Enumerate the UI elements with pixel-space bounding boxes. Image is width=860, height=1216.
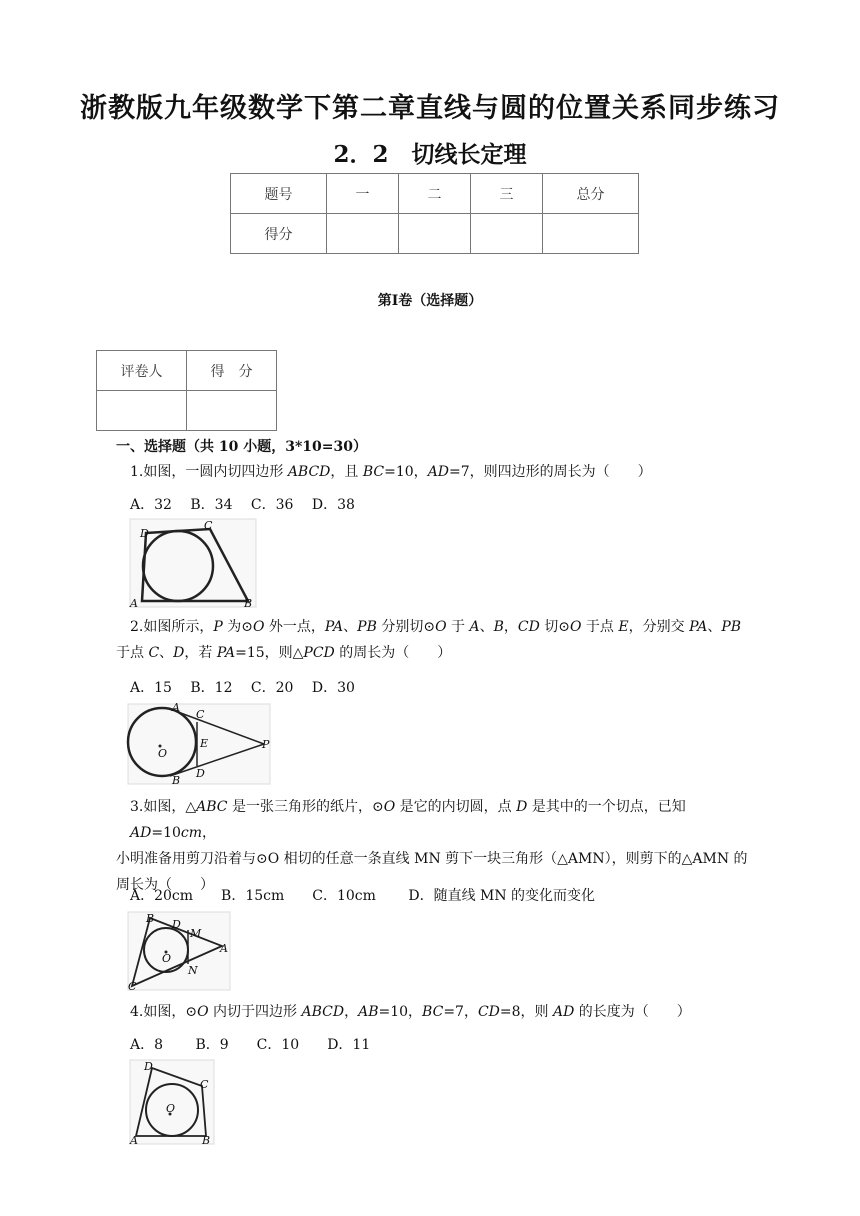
- score-header-cell: 二: [399, 174, 471, 214]
- figure-label: C: [196, 708, 205, 721]
- figure-label: A: [220, 942, 228, 955]
- grader-input-cell[interactable]: [97, 391, 187, 431]
- score-table: [230, 173, 639, 254]
- question-3-options: A．20cm B．15cm C．10cm D．随直线 MN 的变化而变化: [130, 888, 596, 904]
- score-header-cell: 一: [327, 174, 399, 214]
- figure-label: O: [162, 952, 172, 965]
- question-1: [116, 459, 766, 485]
- question-4-options: A．8 B．9 C．10 D．11: [130, 1037, 371, 1053]
- question-3: [116, 794, 766, 898]
- figure-label: A: [130, 597, 138, 609]
- figure-label: P: [262, 738, 270, 751]
- figure-label: D: [196, 767, 205, 780]
- figure-label: D: [140, 527, 149, 540]
- grader-header: 得 分: [187, 351, 277, 391]
- score-input-cell[interactable]: [327, 214, 399, 254]
- question-4-text: 4.如图，⊙O 内切于四边形 ABCD，AB=10，BC=7，CD=8，则 AD 的长度为（ ）: [130, 1004, 691, 1020]
- figure-label: N: [188, 964, 198, 977]
- question-3-figure: [126, 910, 232, 992]
- figure-label: B: [146, 912, 155, 925]
- question-2-figure: [126, 702, 272, 786]
- page-title: 浙教版九年级数学下第二章直线与圆的位置关系同步练习: [80, 93, 780, 124]
- score-input-cell[interactable]: [471, 214, 543, 254]
- figure-label: O: [166, 1102, 176, 1115]
- figure-label: O: [158, 747, 168, 760]
- question-1-figure: [128, 517, 258, 609]
- figure-label: D: [172, 918, 181, 931]
- question-1-text: 1.如图，一圆内切四边形 ABCD，且 BC=10，AD=7，则四边形的周长为（ ）: [130, 464, 652, 480]
- score-row-label: 得分: [231, 214, 327, 254]
- grader-table: [96, 350, 277, 431]
- score-input-cell[interactable]: [399, 214, 471, 254]
- figure-label: M: [190, 927, 202, 940]
- figure-label: B: [202, 1134, 211, 1146]
- figure-label: A: [130, 1134, 138, 1146]
- question-4-figure: [128, 1058, 216, 1146]
- score-header-cell: 题号: [231, 174, 327, 214]
- figure-label: D: [144, 1060, 153, 1073]
- question-3-line-3: 周长为（ ）: [116, 877, 214, 893]
- question-2: [116, 614, 766, 666]
- figure-label: A: [172, 702, 180, 714]
- grader-input-cell[interactable]: [187, 391, 277, 431]
- question-1-options: A．32 B．34 C．36 D．38: [130, 497, 355, 513]
- section-title: 一、选择题（共 10 小题，3*10=30）: [116, 439, 367, 455]
- question-3-line-2: 小明准备用剪刀沿着与⊙O 相切的任意一条直线 MN 剪下一块三角形（△AMN），则剪下的△AMN 的: [116, 851, 748, 867]
- figure-label: C: [128, 980, 137, 992]
- score-header-cell: 总分: [543, 174, 639, 214]
- figure-label: B: [244, 597, 253, 609]
- figure-label: C: [204, 519, 213, 532]
- question-3-line-1: 3.如图，△ABC 是一张三角形的纸片，⊙O 是它的内切圆，点 D 是其中的一个切点，已知 AD=10cm，: [130, 799, 686, 841]
- figure-label: E: [200, 737, 209, 750]
- part-title: 第Ⅰ卷（选择题）: [377, 293, 483, 309]
- question-2-options: A．15 B．12 C．20 D．30: [130, 680, 355, 696]
- question-2-line-2: 于点 C、D，若 PA=15，则△PCD 的周长为（ ）: [116, 645, 452, 661]
- section-subtitle: 2．2 切线长定理: [333, 141, 527, 168]
- score-header-cell: 三: [471, 174, 543, 214]
- figure-label: B: [172, 774, 181, 786]
- grader-header: 评卷人: [97, 351, 187, 391]
- score-input-cell[interactable]: [543, 214, 639, 254]
- question-2-line-1: 2.如图所示，P 为⊙O 外一点，PA、PB 分别切⊙O 于 A、B，CD 切⊙O 于点 E，分别交 PA、PB: [130, 619, 742, 635]
- question-4: [116, 999, 766, 1025]
- figure-label: C: [200, 1078, 209, 1091]
